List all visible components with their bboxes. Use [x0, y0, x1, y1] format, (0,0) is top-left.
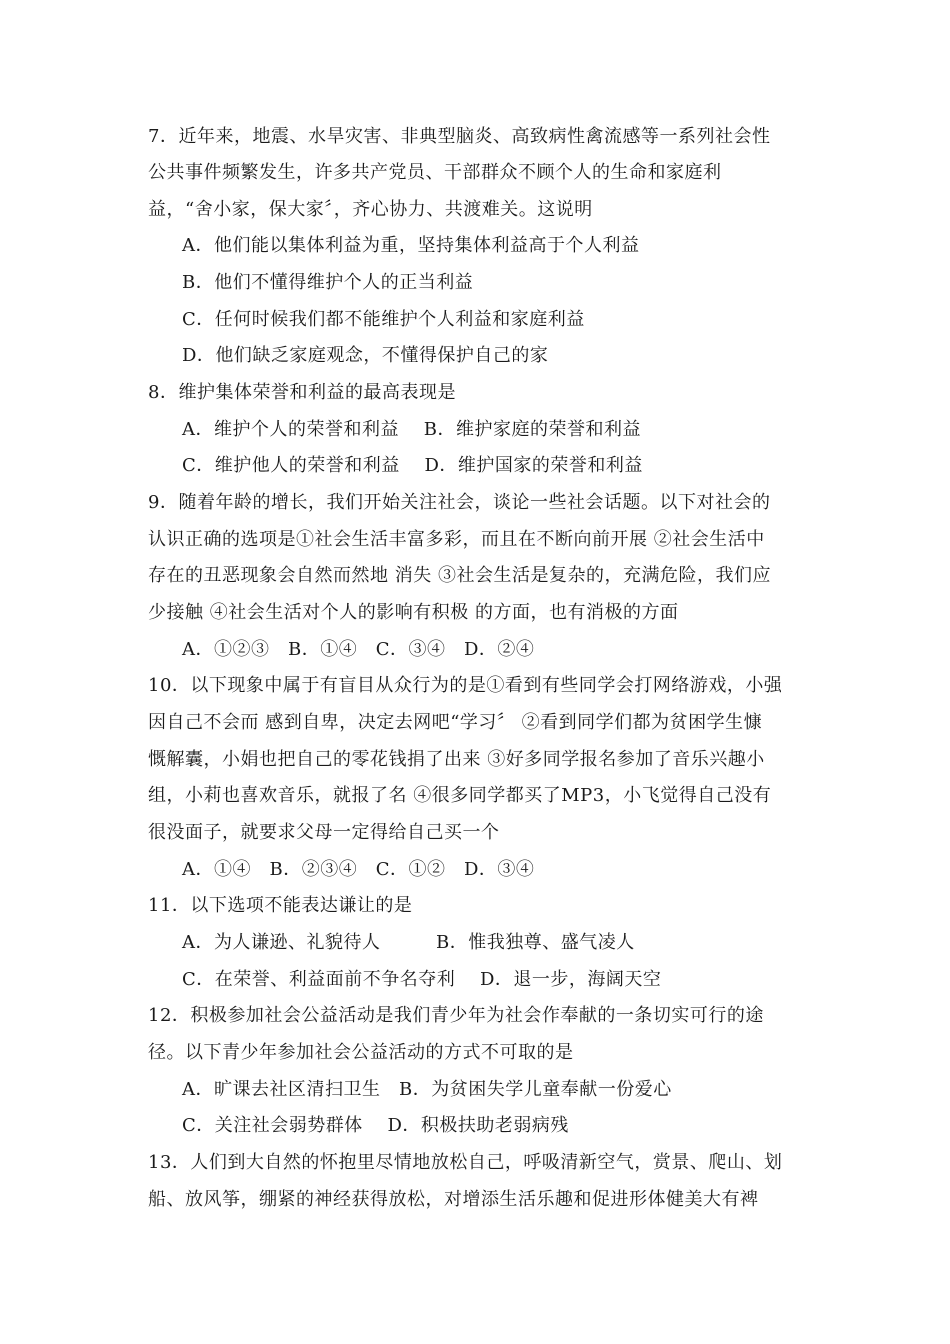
question-8-options-cd: C．维护他人的荣誉和利益 D．维护国家的荣誉和利益 [182, 455, 643, 476]
question-11-stem: 11．以下选项不能表达谦让的是 [148, 895, 413, 916]
question-10-stem: 组，小莉也喜欢音乐，就报了名 ④很多同学都买了MP3，小飞觉得自己没有 [148, 785, 772, 806]
question-13-stem: 船、放风筝，绷紧的神经获得放松，对增添生活乐趣和促进形体健美大有裨 [148, 1189, 759, 1210]
question-8-stem: 8．维护集体荣誉和利益的最高表现是 [148, 382, 456, 403]
question-10-stem: 10．以下现象中属于有盲目从众行为的是①看到有些同学会打网络游戏，小强 [148, 675, 783, 696]
question-9-stem: 少接触 ④社会生活对个人的影响有积极 的方面，也有消极的方面 [148, 602, 679, 623]
question-10-stem: 很没面子，就要求父母一定得给自己买一个 [148, 822, 500, 843]
question-11-options-cd: C．在荣誉、利益面前不争名夺利 D．退一步，海阔天空 [182, 969, 662, 990]
question-7-stem: 益，“舍小家，保大家〞，齐心协力、共渡难关。这说明 [148, 199, 593, 220]
question-8-options-ab: A．维护个人的荣誉和利益 B．维护家庭的荣誉和利益 [182, 419, 641, 440]
question-10-options: A．①④ B．②③④ C．①② D．③④ [182, 859, 535, 880]
question-12-options-ab: A．旷课去社区清扫卫生 B．为贫困失学儿童奉献一份爱心 [182, 1079, 672, 1100]
question-7-option-d: D．他们缺乏家庭观念，不懂得保护自己的家 [182, 345, 549, 366]
question-11-options-ab: A．为人谦逊、礼貌待人 B．惟我独尊、盛气凌人 [182, 932, 635, 953]
question-9-options: A．①②③ B．①④ C．③④ D．②④ [182, 639, 535, 660]
question-9-stem: 认识正确的选项是①社会生活丰富多彩，而且在不断向前开展 ②社会生活中 [148, 529, 765, 550]
question-10-stem: 因自己不会而 感到自卑，决定去网吧“学习〞 ②看到同学们都为贫困学生慷 [148, 712, 763, 733]
question-12-stem: 12．积极参加社会公益活动是我们青少年为社会作奉献的一条切实可行的途 [148, 1005, 764, 1026]
question-9-stem: 存在的丑恶现象会自然而然地 消失 ③社会生活是复杂的，充满危险，我们应 [148, 565, 771, 586]
question-9-stem: 9．随着年龄的增长，我们开始关注社会，谈论一些社会话题。以下对社会的 [148, 492, 771, 513]
question-7-option-c: C．任何时候我们都不能维护个人利益和家庭利益 [182, 309, 585, 330]
question-7-option-b: B．他们不懂得维护个人的正当利益 [182, 272, 474, 293]
question-12-stem: 径。以下青少年参加社会公益活动的方式不可取的是 [148, 1042, 574, 1063]
question-7-stem: 公共事件频繁发生，许多共产党员、干部群众不顾个人的生命和家庭利 [148, 162, 722, 183]
question-10-stem: 慨解囊，小娟也把自己的零花钱捐了出来 ③好多同学报名参加了音乐兴趣小 [148, 749, 765, 770]
question-12-options-cd: C．关注社会弱势群体 D．积极扶助老弱病残 [182, 1115, 569, 1136]
question-7-option-a: A．他们能以集体利益为重，坚持集体利益高于个人利益 [182, 235, 640, 256]
question-13-stem: 13．人们到大自然的怀抱里尽情地放松自己，呼吸清新空气，赏景、爬山、划 [148, 1152, 783, 1173]
question-7-stem: 7．近年来，地震、水旱灾害、非典型脑炎、高致病性禽流感等一系列社会性 [148, 126, 771, 147]
